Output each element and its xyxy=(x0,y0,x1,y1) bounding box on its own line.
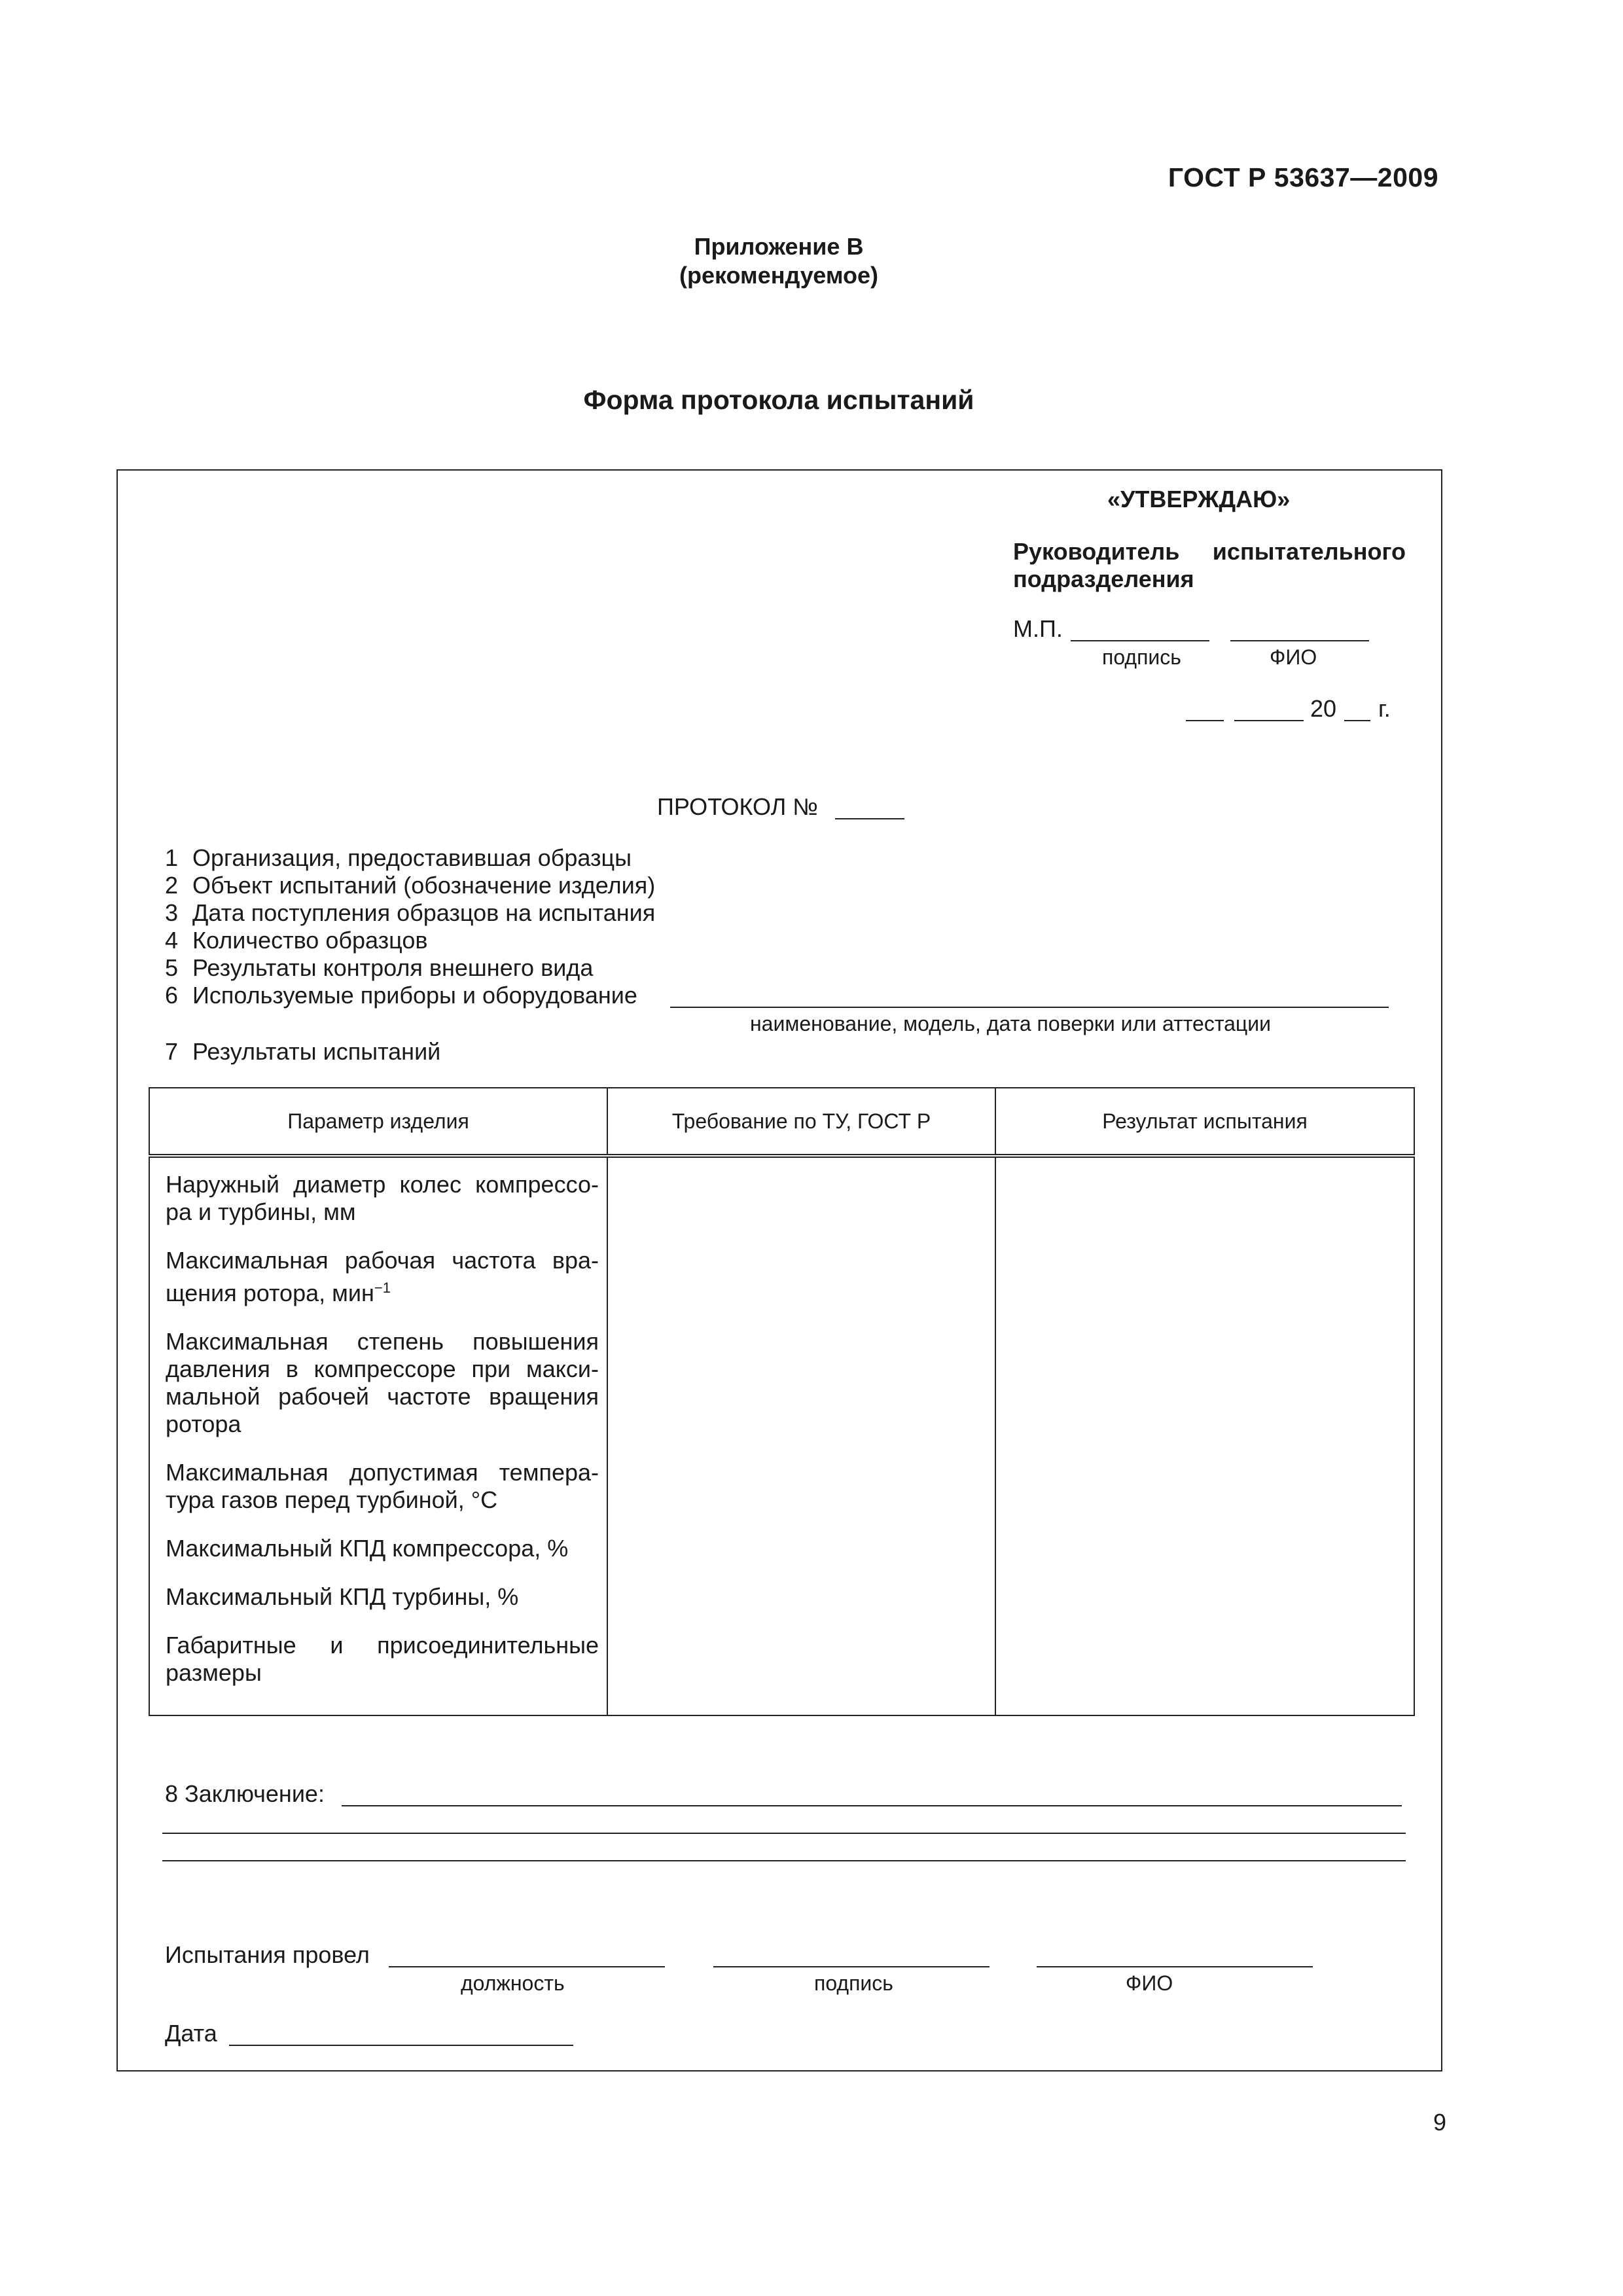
list-item: 5 Результаты контроля внешнего вида xyxy=(165,954,594,981)
protocol-number-line xyxy=(835,818,904,819)
approval-role-line1: Руководитель испытательного xyxy=(1013,538,1406,565)
parameter-row: Максимальная степень повышения давления в компрессоре при макси-мальной рабочей частоте вращения ротора xyxy=(166,1328,599,1437)
protocol-title: ПРОТОКОЛ № xyxy=(657,793,818,820)
column-header-parameter: Параметр изделия xyxy=(149,1088,607,1156)
approval-year-suffix: г. xyxy=(1378,695,1391,722)
date-line xyxy=(229,2045,573,2046)
list-item: 6 Используемые приборы и оборудование xyxy=(165,982,637,1009)
approval-sign-caption: подпись xyxy=(1102,645,1181,669)
approval-role-line2: подразделения xyxy=(1013,565,1194,592)
parameter-row: Максимальная допустимая темпера-тура газов перед турбиной, °С xyxy=(166,1459,599,1513)
signoff-sign-line xyxy=(713,1966,990,1967)
parameter-row: Максимальный КПД турбины, % xyxy=(166,1583,519,1610)
approval-month-line xyxy=(1234,720,1304,721)
list-item: 3 Дата поступления образцов на испытания xyxy=(165,899,656,926)
requirement-cell[interactable] xyxy=(607,1156,995,1715)
approval-day-line xyxy=(1186,720,1224,721)
parameter-row: Максимальная рабочая частота вра-щения ротора, мин$^{-1}$ xyxy=(166,1247,599,1306)
page-number: 9 xyxy=(1433,2109,1446,2136)
parameter-row: Наружный диаметр колес компрессо-ра и турбины, мм xyxy=(166,1171,599,1225)
signoff-fio-line xyxy=(1037,1966,1313,1967)
form-title: Форма протокола испытаний xyxy=(583,385,974,415)
approval-fio-line xyxy=(1230,640,1369,641)
approval-stamp: «УТВЕРЖДАЮ» xyxy=(1107,486,1291,512)
list-item: 1 Организация, предоставившая образцы xyxy=(165,844,632,871)
result-cell[interactable] xyxy=(995,1156,1414,1715)
signoff-sign-caption: подпись xyxy=(814,1971,893,1995)
signoff-fio-caption: ФИО xyxy=(1126,1971,1173,1995)
results-table xyxy=(149,1087,1415,1716)
appendix-status: (рекомендуемое) xyxy=(679,262,878,289)
conclusion-line-3 xyxy=(162,1860,1406,1861)
appendix-title: Приложение В xyxy=(694,233,864,260)
column-header-requirement: Требование по ТУ, ГОСТ Р xyxy=(607,1088,995,1156)
signoff-position-caption: должность xyxy=(461,1971,565,1995)
conclusion-line-1 xyxy=(342,1805,1402,1806)
approval-year-prefix: 20 xyxy=(1310,695,1337,722)
mp-label: М.П. xyxy=(1013,615,1063,642)
approval-sign-line xyxy=(1071,640,1209,641)
column-header-result: Результат испытания xyxy=(995,1088,1414,1156)
equipment-caption: наименование, модель, дата поверки или аттестации xyxy=(750,1012,1271,1035)
conclusion-line-2 xyxy=(162,1833,1406,1834)
date-label: Дата xyxy=(165,2020,217,2047)
standard-number: ГОСТ Р 53637—2009 xyxy=(1168,162,1438,192)
signoff-position-line xyxy=(389,1966,665,1967)
list-item: 2 Объект испытаний (обозначение изделия) xyxy=(165,872,656,899)
parameter-row: Габаритные и присоединительные размеры xyxy=(166,1632,599,1686)
list-item: 4 Количество образцов xyxy=(165,927,428,954)
approval-year-line xyxy=(1344,720,1370,721)
list-item: 7 Результаты испытаний xyxy=(165,1038,441,1065)
equipment-fill-line xyxy=(670,1007,1389,1008)
parameter-row: Максимальный КПД компрессора, % xyxy=(166,1535,569,1562)
approval-fio-caption: ФИО xyxy=(1270,645,1317,669)
conclusion-label: 8 Заключение: xyxy=(165,1780,325,1807)
signoff-label: Испытания провел xyxy=(165,1941,370,1968)
parameter-cell xyxy=(149,1156,607,1715)
